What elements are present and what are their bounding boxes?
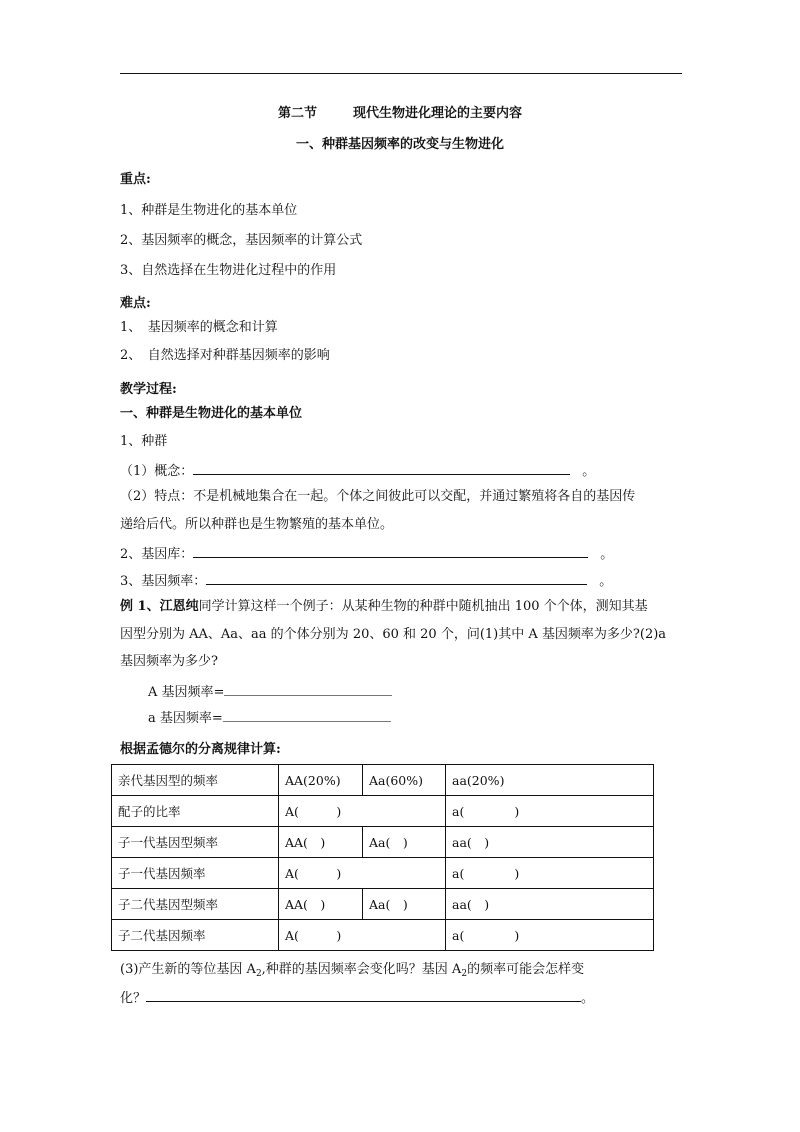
- a-lower-line: [148, 708, 391, 727]
- table-cell[interactable]: a( ): [446, 796, 654, 827]
- gene-pool-blank[interactable]: [193, 544, 588, 558]
- table-row: [112, 827, 654, 858]
- key-point-item: 1、种群是生物进化的基本单位: [120, 203, 298, 218]
- example-label: 例 1、江恩纯: [120, 599, 199, 614]
- table-row: [112, 889, 654, 920]
- a-upper-blank[interactable]: [224, 682, 392, 696]
- a-upper-label: A 基因频率=: [148, 685, 225, 700]
- table-cell[interactable]: A( ): [279, 858, 446, 889]
- a-lower-label: a 基因频率=: [148, 711, 223, 726]
- item-population: 1、种群: [120, 434, 168, 449]
- table-cell[interactable]: AA( ): [279, 827, 363, 858]
- table-cell: 亲代基因型的频率: [112, 765, 279, 796]
- question3-answer-line: [120, 988, 594, 1007]
- table-cell: 子二代基因型频率: [112, 889, 279, 920]
- feature-line: （2）特点：不是机械地集合在一起。个体之间彼此可以交配，并通过繁殖将各自的基因传: [120, 489, 636, 504]
- table-row: [112, 796, 654, 827]
- concept-label: （1）概念：: [120, 464, 194, 479]
- table-cell: 配子的比率: [112, 796, 279, 827]
- a-lower-blank[interactable]: [223, 708, 391, 722]
- table-row: [112, 920, 654, 951]
- table-cell: 子一代基因频率: [112, 858, 279, 889]
- gene-pool-line: [120, 544, 613, 563]
- mendel-heading: 根据孟德尔的分离规律计算:: [120, 742, 281, 757]
- a-upper-line: [148, 682, 392, 701]
- section-heading: 一、种群是生物进化的基本单位: [120, 406, 303, 421]
- table-cell: 子二代基因频率: [112, 920, 279, 951]
- example-line: 基因频率为多少?: [120, 654, 218, 669]
- subscript: 2: [255, 969, 262, 979]
- gene-pool-label: 2、基因库：: [120, 547, 194, 562]
- difficult-points-heading: 难点:: [120, 296, 151, 311]
- example-line: 因型分别为 AA、Aa、aa 的个体分别为 20、60 和 20 个，问(1)其中 A 基因频率为多少?(2)a: [120, 627, 667, 642]
- table-cell: aa(20%): [446, 765, 654, 796]
- question3-blank[interactable]: [146, 988, 581, 1002]
- process-heading: 教学过程:: [120, 382, 177, 397]
- table-cell[interactable]: aa( ): [446, 827, 654, 858]
- table-cell[interactable]: aa( ): [446, 889, 654, 920]
- question3-label: 化？: [120, 991, 147, 1006]
- difficult-point-item: 2、 自然选择对种群基因频率的影响: [120, 348, 330, 363]
- top-rule: [120, 73, 682, 74]
- table-cell[interactable]: Aa( ): [363, 889, 446, 920]
- table-cell[interactable]: AA( ): [279, 889, 363, 920]
- key-point-item: 2、基因频率的概念，基因频率的计算公式: [120, 233, 363, 248]
- table-cell[interactable]: a( ): [446, 920, 654, 951]
- table-cell[interactable]: A( ): [279, 796, 446, 827]
- end-mark: 。: [581, 991, 595, 1006]
- subscript: 2: [461, 969, 468, 979]
- table-row: [112, 858, 654, 889]
- gene-freq-line: [120, 571, 612, 590]
- key-point-item: 3、自然选择在生物进化过程中的作用: [120, 263, 337, 278]
- key-points-heading: 重点:: [120, 172, 151, 187]
- end-mark: 。: [582, 464, 596, 479]
- concept-line: [120, 461, 595, 480]
- concept-blank[interactable]: [193, 461, 570, 475]
- table-row: [112, 765, 654, 796]
- table-cell: 子一代基因型频率: [112, 827, 279, 858]
- end-mark: 。: [599, 574, 613, 589]
- gene-freq-blank[interactable]: [206, 571, 587, 585]
- difficult-point-item: 1、 基因频率的概念和计算: [120, 320, 278, 335]
- page-subtitle: 一、种群基因频率的改变与生物进化: [295, 137, 504, 152]
- feature-line: 递给后代。所以种群也是生物繁殖的基本单位。: [120, 517, 394, 532]
- table-cell[interactable]: A( ): [279, 920, 446, 951]
- table-cell[interactable]: Aa( ): [363, 827, 446, 858]
- table-cell[interactable]: a( ): [446, 858, 654, 889]
- gene-freq-label: 3、基因频率：: [120, 574, 207, 589]
- table-cell: AA(20%): [279, 765, 363, 796]
- question3-line: (3)产生新的等位基因 $A_2$,种群的基因频率会变化吗？基因 $A_2$的频率可能会怎样变: [120, 962, 585, 979]
- end-mark: 。: [600, 547, 614, 562]
- frequency-table: [111, 764, 654, 951]
- example-line: 例 1、江恩纯同学计算这样一个例子：从某种生物的种群中随机抽出 100 个个体，测知其基: [120, 599, 648, 614]
- page-title: 第二节 现代生物进化理论的主要内容: [277, 106, 523, 121]
- table-cell: Aa(60%): [363, 765, 446, 796]
